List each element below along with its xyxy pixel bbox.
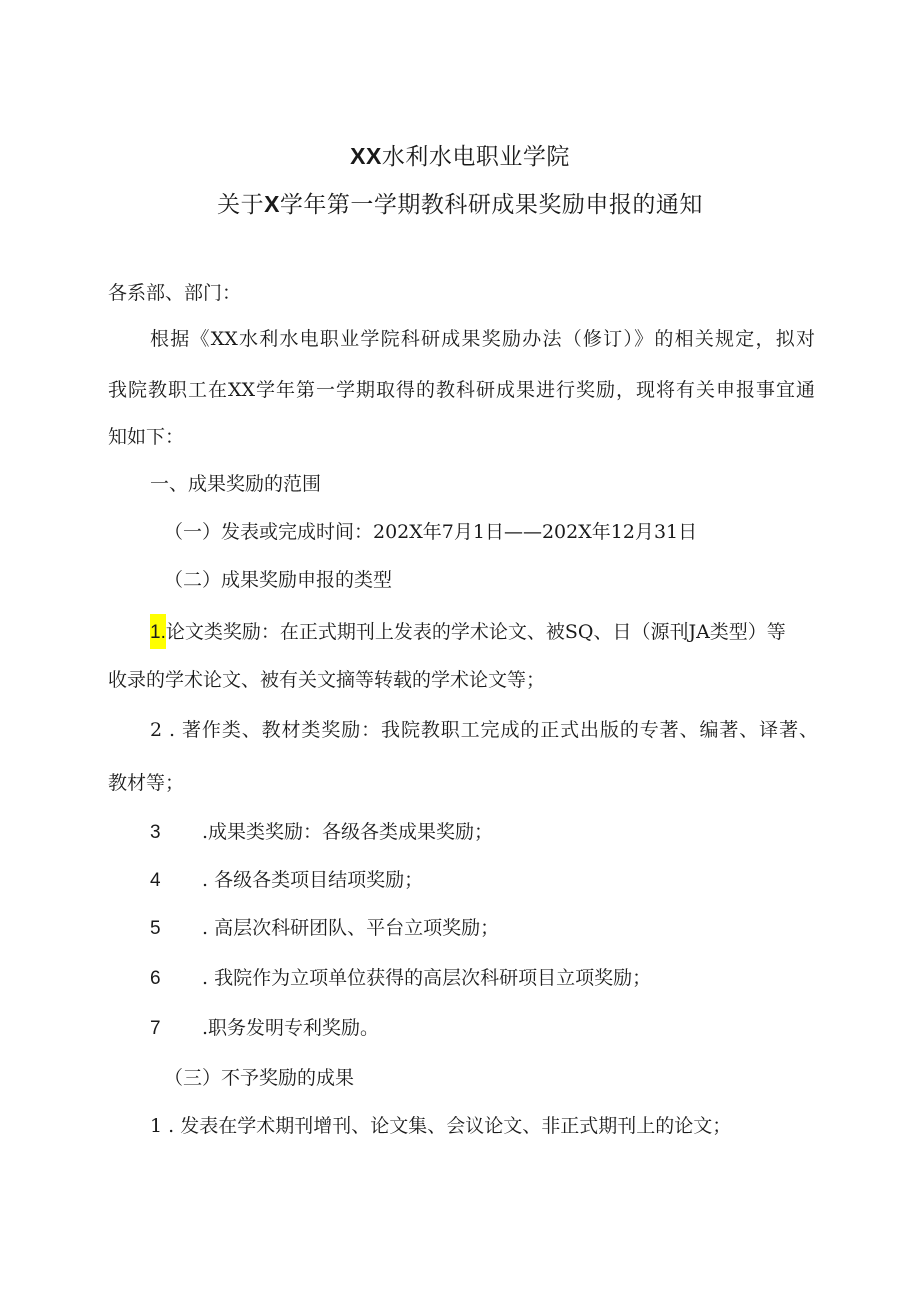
title-prefix: XX: [350, 143, 382, 169]
title-institution: 水利水电职业学院: [381, 144, 570, 170]
section-heading-scope: 一、成果奖励的范围: [150, 473, 322, 495]
item-6-text: . 我院作为立项单位获得的高层次科研项目立项奖励；: [202, 967, 652, 989]
item-7-number: 7: [150, 1018, 161, 1039]
item-7: [150, 1016, 379, 1041]
subsection-types: （二）成果奖励申报的类型: [164, 569, 393, 591]
item-1-line-2: 收录的学术论文、被有关文摘等转载的学术论文等；: [108, 669, 546, 691]
title-about: 关于: [217, 192, 265, 218]
title-year-placeholder: X: [264, 191, 280, 217]
item-5-number: 5: [150, 918, 161, 939]
subsection-exclusions: （三）不予奖励的成果: [164, 1067, 355, 1089]
item-4-number: 4: [150, 870, 161, 891]
item-3-text: .成果类奖励：各级各类成果奖励；: [202, 821, 494, 843]
item-1-line-1: [150, 620, 786, 645]
intro-line-2: 我院教职工在XX学年第一学期取得的教科研成果进行奖励，现将有关申报事宜通: [108, 379, 815, 401]
item-6-number: 6: [150, 968, 161, 989]
intro-line-3: 知如下：: [108, 426, 185, 448]
intro-line-1: 根据《XX水利水电职业学院科研成果奖励办法（修订）》的相关规定，拟对: [150, 328, 815, 350]
item-5-text: . 高层次科研团队、平台立项奖励；: [202, 917, 500, 939]
item-2-line-1: 2 . 著作类、教材类奖励：我院教职工完成的正式出版的专著、编著、译著、: [150, 719, 818, 741]
salutation: 各系部、部门：: [108, 282, 242, 304]
item-1-text: 论文类奖励：在正式期刊上发表的学术论文、被SQ、日（源刊JA类型）等: [165, 621, 786, 643]
item-3-number: 3: [150, 822, 161, 843]
document-title-line1: [0, 138, 920, 171]
item-4: [150, 868, 423, 893]
item-7-text: .职务发明专利奖励。: [202, 1017, 380, 1039]
highlighted-item-number: 1.: [150, 614, 166, 649]
subsection-time: （一）发表或完成时间：202X年7月1日——202X年12月31日: [164, 521, 698, 543]
exclusion-item-1: 1 . 发表在学术期刊增刊、论文集、会议论文、非正式期刊上的论文；: [150, 1115, 732, 1137]
item-4-text: . 各级各类项目结项奖励；: [202, 869, 424, 891]
item-3: [150, 820, 493, 845]
title-subject: 学年第一学期教科研成果奖励申报的通知: [279, 192, 703, 218]
item-6: [150, 966, 651, 991]
item-5: [150, 916, 499, 941]
item-2-line-2: 教材等；: [108, 772, 185, 794]
document-title-line2: [0, 186, 920, 219]
